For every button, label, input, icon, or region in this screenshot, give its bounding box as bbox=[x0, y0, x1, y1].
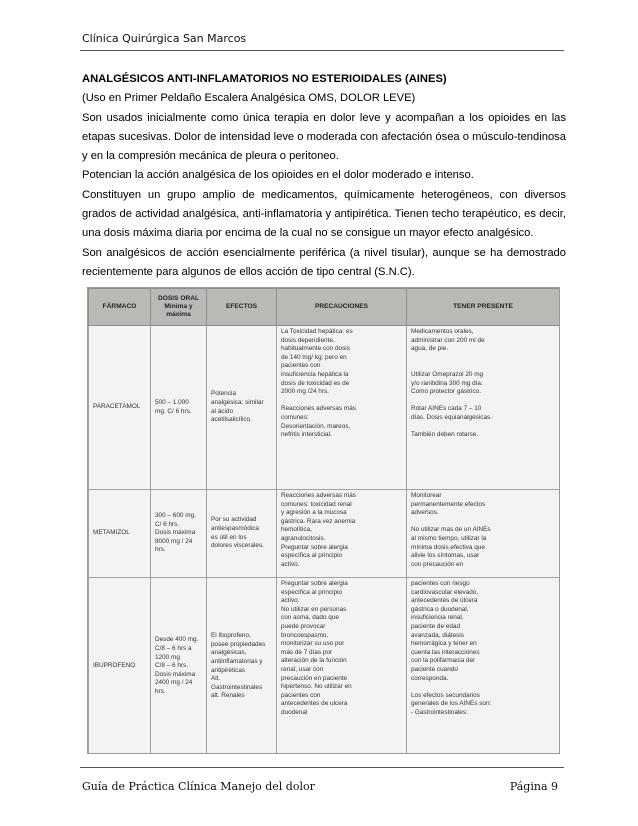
footer-divider bbox=[80, 767, 564, 768]
footer-document-title: Guía de Práctica Clínica Manejo del dolor bbox=[82, 780, 315, 793]
cell-efectos: El Ibuprofeno, posee propiedades analgésicas, antiinflamatorias y antipiréticas Alt. Gastrointestinales alt. Renales bbox=[207, 578, 277, 755]
cell-efectos: Por su actividad antiespasmódica es útil en los dolores viscerales. bbox=[207, 490, 277, 578]
cell-dosis: 500 – 1.000 mg. C/ 6 hrs. bbox=[151, 326, 207, 490]
paragraph-2: Potencian la acción analgésica de los opioides en el dolor moderado e intenso. bbox=[82, 169, 474, 182]
cell-tener-presente: Monitorear permanentemente efectos adversos. No utilizar mas de un AINEs al mismo tiempo, utilizar la mínima dosis efectiva que alivie los síntomas, usar con precaución en bbox=[407, 490, 560, 578]
header-divider bbox=[80, 50, 564, 51]
aines-table-image bbox=[87, 287, 560, 754]
table-row bbox=[89, 326, 560, 490]
section-title: ANALGÉSICOS ANTI-INFLAMATORIOS NO ESTERIOIDALES (AINES) bbox=[82, 73, 447, 85]
paragraph-3: Constituyen un grupo amplio de medicamentos, químicamente heterogéneos, con diversos grados de actividad analgésica, anti-inflamatoria y antipirética. Tienen techo terapéutico, es decir, una dosis máxima diaria por encima de la cual no se consigue un mayor efecto analgésico. bbox=[82, 188, 566, 240]
header-efectos: EFECTOS bbox=[207, 289, 277, 326]
table-header-row bbox=[89, 289, 560, 326]
cell-tener-presente: pacientes con riesgo cardiovascular elevado, antecedentes de úlcera gástrica o duodenal, insuficiencia renal, paciente de edad avanzada, diátesis hemorrágica y tener en cuenta las interacciones con la polifarmacia del paciente cuando corresponda. Los efectos secundarios generales de los AINEs son: - Gastrointestinales: bbox=[407, 578, 560, 755]
header-precauciones: PRECAUCIONES bbox=[277, 289, 407, 326]
paragraph-1: Son usados inicialmente como única terapia en dolor leve y acompañan a los opioides en las etapas sucesivas. Dolor de intensidad leve o moderada con afectación ósea o músculo-tendinosa y en la compresión mecánica de pleura o peritoneo. bbox=[82, 111, 566, 163]
table-row bbox=[89, 490, 560, 578]
header-farmaco: FÁRMACO bbox=[89, 289, 151, 326]
aines-table bbox=[88, 288, 560, 754]
page-number: Página 9 bbox=[509, 780, 558, 793]
cell-dosis: 300 – 600 mg. C/ 6 hrs. Dosis máxima 8000 mg / 24 hrs. bbox=[151, 490, 207, 578]
cell-dosis: Desde 400 mg. C/8 – 6 hrs a 1200 mg C/8 – 6 hrs. Dosis máxima 2400 mg / 24 hrs. bbox=[151, 578, 207, 755]
header-tener-presente: TENER PRESENTE bbox=[407, 289, 560, 326]
cell-farmaco: METAMIZOL bbox=[89, 490, 151, 578]
cell-precauciones: Reacciones adversas más comunes: toxicidad renal y agresión a la mucosa gástrica. Rara vez anemia hemolítica, agranulocitosis. Preguntar sobre alergia específica al principio activo. bbox=[277, 490, 407, 578]
cell-efectos: Potencia analgésica: similar al ácido acetilsalicílico. bbox=[207, 326, 277, 490]
header-dosis: DOSIS ORAL Mínima y máxima bbox=[151, 289, 207, 326]
table-row bbox=[89, 578, 560, 755]
cell-precauciones: Preguntar sobre alergia específica al principio activo. No utilizar en personas con asma, dado que puede provocar broncoespasmo. monitorizar su uso por más de 7 días por alteración de la función renal, usar con precaución en paciente hipertenso. No utilizar en pacientes con antecedentes de ulcera duodenal bbox=[277, 578, 407, 755]
section-subtitle: (Uso en Primer Peldaño Escalera Analgésica OMS, DOLOR LEVE) bbox=[82, 92, 416, 105]
body-text bbox=[82, 70, 566, 282]
paragraph-4: Son analgésicos de acción esencialmente periférica (a nivel tisular), aunque se ha demostrado recientemente para algunos de ellos acción de tipo central (S.N.C). bbox=[82, 246, 566, 278]
cell-farmaco: IBUPROFENO bbox=[89, 578, 151, 755]
cell-precauciones: La Toxicidad hepática: es dosis dependiente, habitualmente con dosis de 140 mg/ kg; pero en pacientes con insuficiencia hepática la dosis de toxicidad es de 2000 mg /24 hrs. Reacciones adversas más comunes: Desorientación, mareos, nefritis intersticial. bbox=[277, 326, 407, 490]
cell-farmaco: PARACETAMOL bbox=[89, 326, 151, 490]
page-header: Clínica Quirúrgica San Marcos bbox=[82, 32, 247, 45]
cell-tener-presente: Medicamentos orales, administrar con 200 ml de agua, de pie. Utilizar Omeprazol 20 mg y/o ranitidina 300 mg día. Como protector gástrico. Rotar AINEs cada 7 – 10 días. Dosis equianalgésicas. También deben rotarse. bbox=[407, 326, 560, 490]
